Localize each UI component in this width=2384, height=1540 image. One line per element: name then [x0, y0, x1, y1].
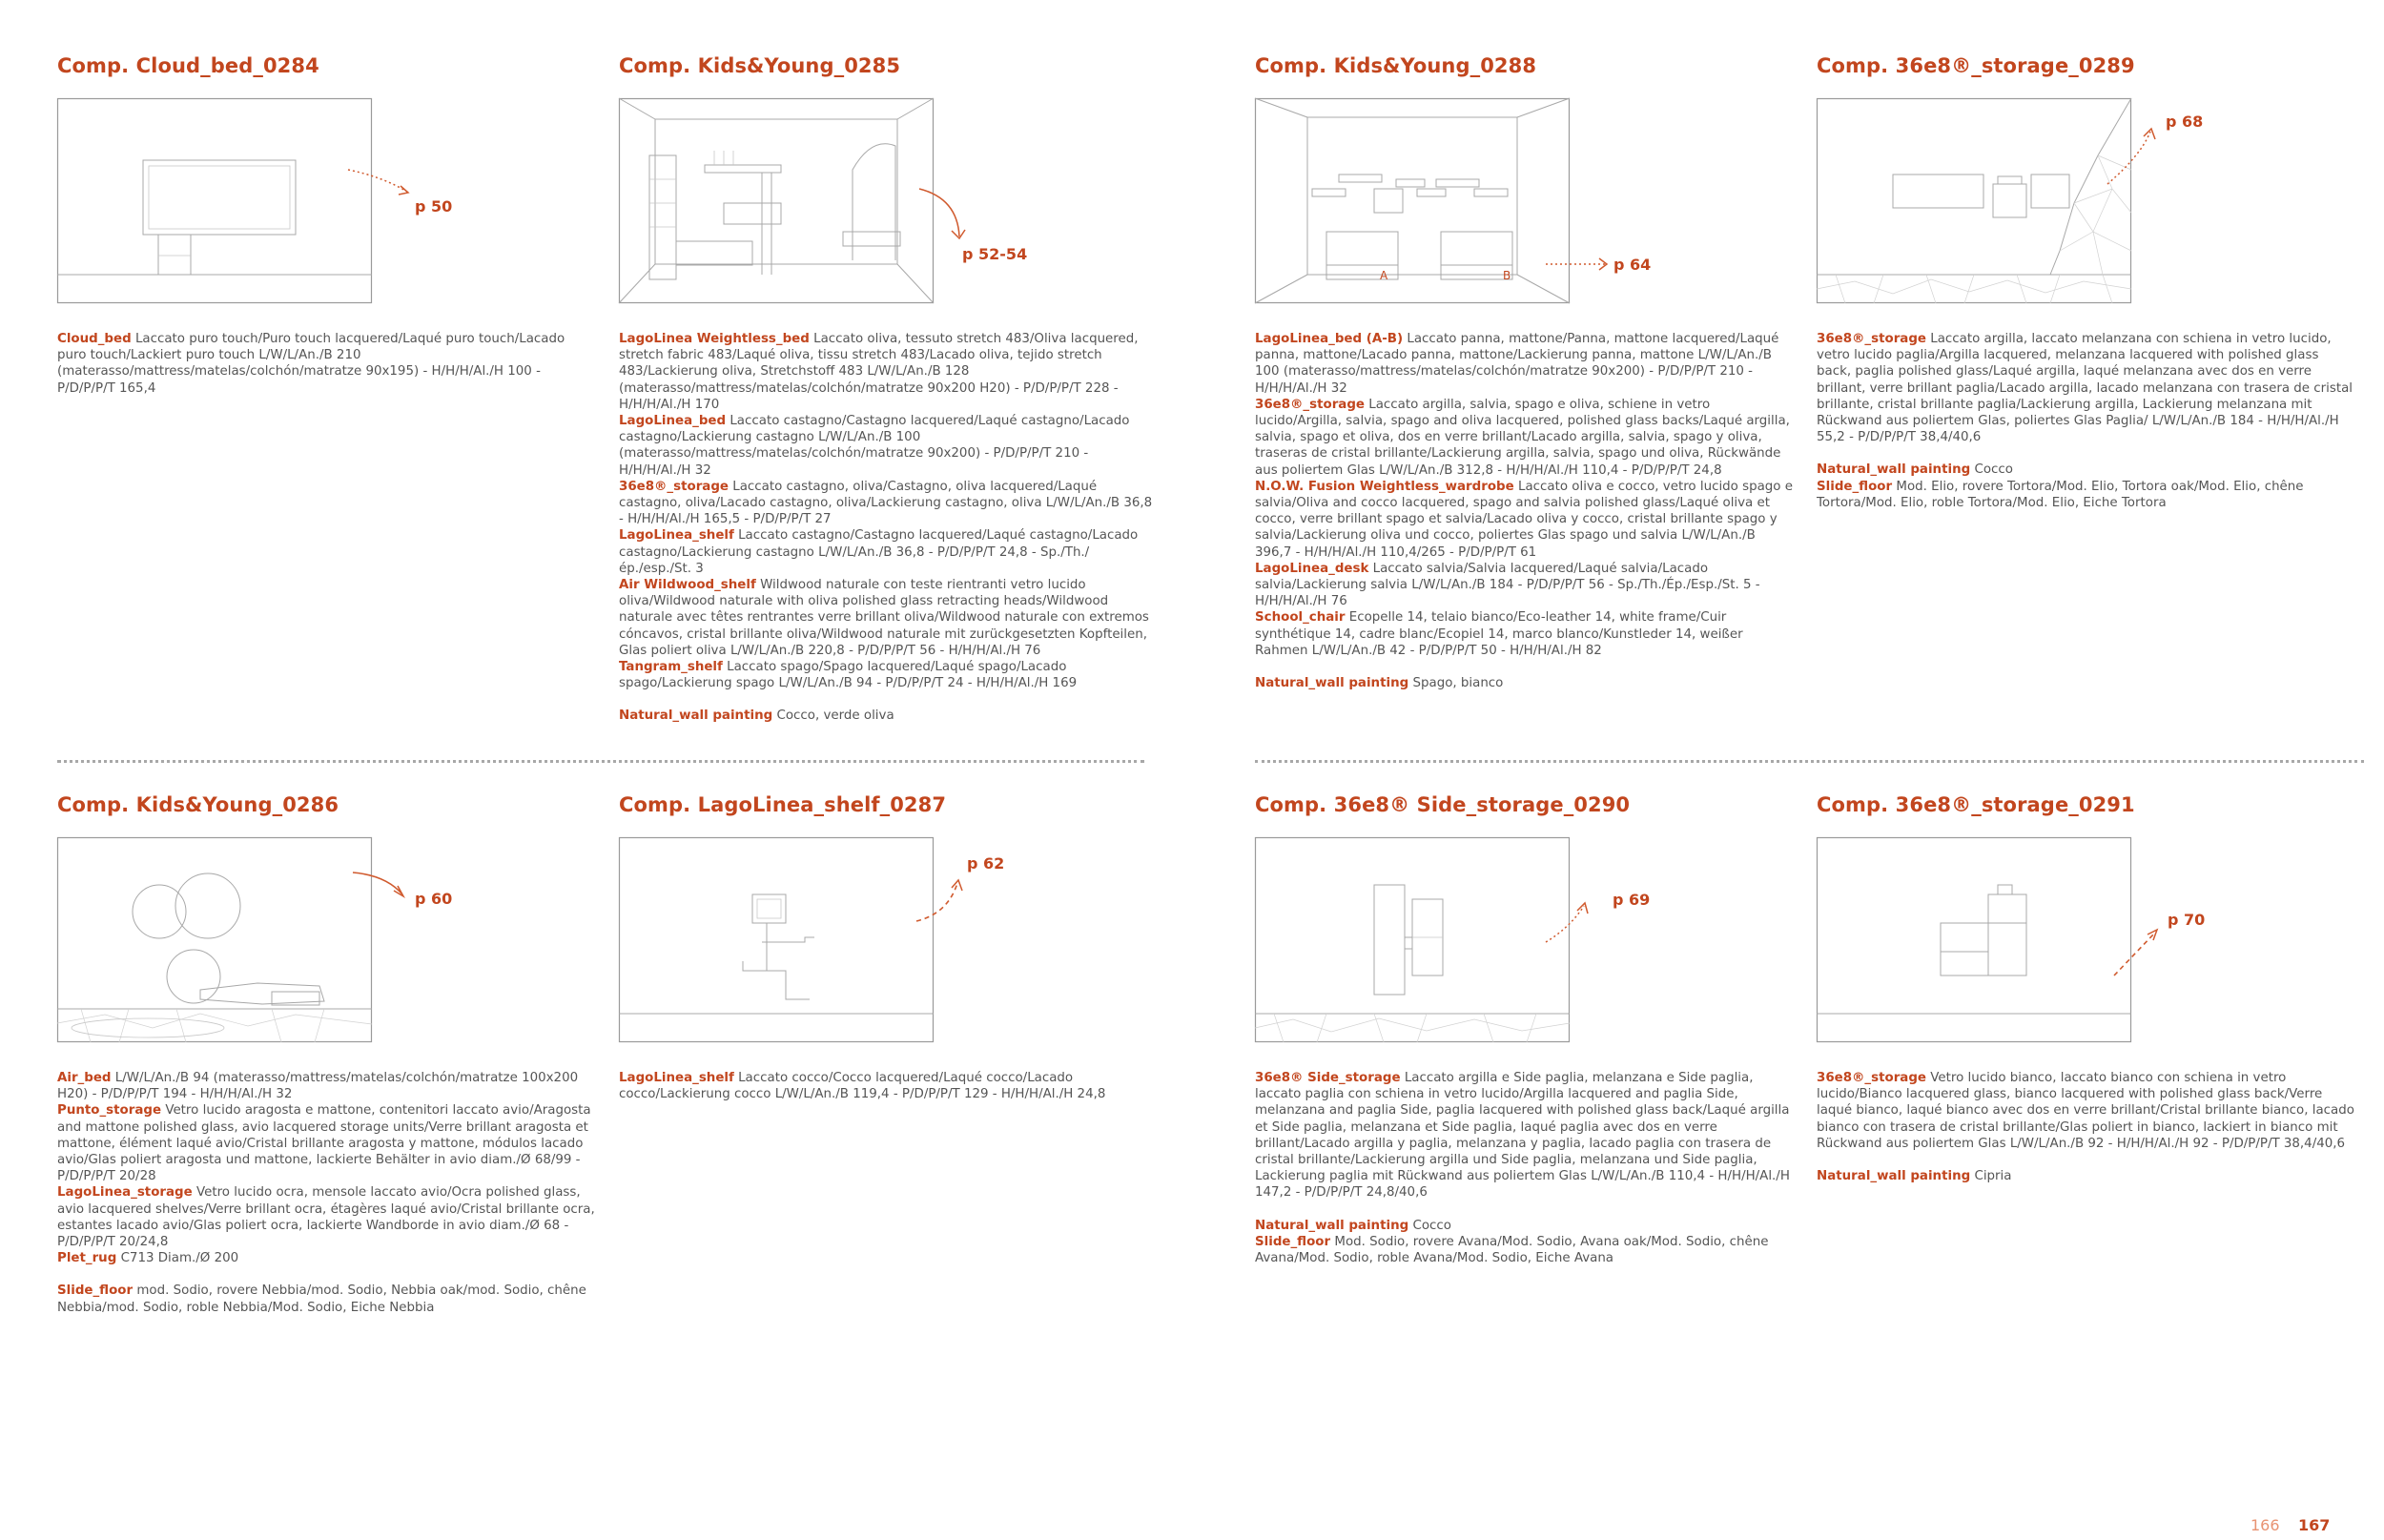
product-entry: [619, 1070, 1158, 1102]
product-details: Laccato castagno/Castagno lacquered/Laqué castagno/Lacado castagno/Lackierung castagno L/W/L/An./B 100 (materasso/mattress/matelas/colchón/matratze 90x200) - P/D/P/P/T 210 - H/H/H/Al./H 32: [619, 414, 1130, 478]
product-details: Laccato puro touch/Puro touch lacquered/Laqué puro touch/Lacado puro touch/Lackiert puro touch L/W/L/An./B 210 (materasso/mattress/matelas/colchón/matratze 90x195) - H/H/H/Al./H 100 - P/D/P/P/T 165,4: [57, 332, 565, 396]
component-title: Comp. Kids&Young_0286: [57, 793, 339, 816]
product-name: Natural_wall painting: [619, 708, 773, 724]
product-entry: [57, 1070, 596, 1102]
product-entry: [1255, 479, 1794, 561]
product-name: LagoLinea_bed: [619, 414, 727, 429]
product-name: Slide_floor: [1255, 1234, 1331, 1249]
product-name: LagoLinea_shelf: [619, 528, 734, 544]
room-sketch-kids-young-0286: [57, 837, 453, 1042]
product-name: Slide_floor: [1817, 479, 1893, 494]
component-title: Comp. Kids&Young_0288: [1255, 54, 1537, 77]
product-entry: [57, 1184, 596, 1250]
component-description: [1255, 1070, 1794, 1266]
product-details: Vetro lucido aragosta e mattone, contenitori laccato avio/Aragosta and mattone polished glass, avio lacquered storage units/Verre brillant aragosta et mattone, élément laqué avio/Cristal brillante aragosta y mattone, módulos lacado avio/Glas poliert aragosta und mattone, lackierte Behälter in avio diam./Ø 68/99 - P/D/P/P/T 20/28: [57, 1103, 591, 1184]
component-description: [619, 331, 1158, 725]
product-entry: [1817, 462, 2355, 478]
component-title: Comp. Kids&Young_0285: [619, 54, 901, 77]
product-entry: [1255, 397, 1794, 479]
product-details: C713 Diam./Ø 200: [120, 1251, 239, 1266]
page-number-left: 166: [2250, 1516, 2280, 1534]
product-entry: [1255, 1234, 1794, 1266]
product-details: Laccato castagno/Castagno lacquered/Laqué castagno/Lacado castagno/Lackierung castagno L/W/L/An./B 36,8 - P/D/P/P/T 24,8 - Sp./Th./ép./esp./St. 3: [619, 528, 1139, 576]
room-sketch-storage-0289: [1817, 98, 2204, 303]
product-details: Cocco: [1412, 1218, 1451, 1233]
component-title: Comp. 36e8®_storage_0289: [1817, 54, 2135, 77]
product-entry: [1255, 561, 1794, 610]
product-details: Laccato argilla e Side paglia, melanzana e Side paglia, laccato paglia con schiena in vetro lucido/Argilla lacquered and paglia Side, melanzana and paglia Side, paglia lacquered with polished glass back/Laqué argilla et Side paglia, melanzana et Side paglia, laqué paglia avec dos en verre brillant/Lacado argilla y paglia, melanzana y paglia, lacado paglia con trasera de cristal brillante/Lackierung argilla und Side paglia, melanzana und Side paglia, Lackierung paglia mit Rückwand aus poliertem Glas L/W/L/An./B 110,4 - H/H/H/Al./H 147,2 - P/D/P/P/T 24,8/40,6: [1255, 1071, 1790, 1201]
section-divider-left: [57, 760, 1144, 763]
product-details: Laccato salvia/Salvia lacquered/Laqué salvia/Lacado salvia/Lackierung salvia L/W/L/An./B 184 - P/D/P/P/T 56 - Sp./Th./Ép./Esp./St. 5 - H/H/H/Al./H 76: [1255, 561, 1760, 609]
product-entry: [1255, 675, 1794, 691]
product-details: Laccato panna, mattone/Panna, mattone lacquered/Laqué panna, mattone/Lacado panna, mattone/Lackierung panna, mattone L/W/L/An./B 100 (materasso/mattress/matelas/colchón/matratze 90x200) - P/D/P/P/T 210 - H/H/H/Al./H 32: [1255, 332, 1779, 396]
product-name: Natural_wall painting: [1817, 462, 1971, 478]
component-title: Comp. LagoLinea_shelf_0287: [619, 793, 947, 816]
product-details: Ecopelle 14, telaio bianco/Eco-leather 14, white frame/Cuir synthétique 14, cadre blanc/Ecopiel 14, marco blanco/Kunstleder 14, weißer Rahmen L/W/L/An./B 42 - P/D/P/P/T 50 - H/H/H/Al./H 82: [1255, 610, 1743, 658]
component-title: Comp. Cloud_bed_0284: [57, 54, 319, 77]
product-entry: [619, 577, 1158, 659]
product-name: LagoLinea_bed (A-B): [1255, 332, 1404, 346]
product-entry: [1255, 1218, 1794, 1234]
component-description: [619, 1070, 1158, 1102]
product-name: LagoLinea_storage: [57, 1185, 193, 1201]
room-sketch-kids-young-0285: [619, 98, 1028, 303]
product-details: Laccato oliva, tessuto stretch 483/Oliva lacquered, stretch fabric 483/Laqué oliva, tissu stretch 483/Lacado oliva, tejido stretch 483/Lackierung oliva, Stretchstoff 483 L/W/L/An./B 128 (materasso/mattress/matelas/colchón/matratze 90x200 H20) - P/D/P/P/T 228 - H/H/H/Al./H 170: [619, 332, 1139, 412]
page-ref: p 62: [967, 854, 1005, 873]
page-ref: p 60: [415, 890, 453, 908]
product-details: Cocco: [1974, 462, 2013, 478]
product-details: Vetro lucido bianco, laccato bianco con schiena in vetro lucido/Bianco lacquered glass, bianco lacquered with polished glass back/Verre laqué bianco, laqué bianco avec dos en verre brillant/Cristal brillante bianco, lacado bianco con trasera de cristal brillante/Glas poliert in bianco, lackiert in bianco mit Rückwand aus poliertem Glas L/W/L/An./B 92 - H/H/H/Al./H 92 - P/D/P/P/T 38,4/40,6: [1817, 1071, 2354, 1151]
room-sketch-side-storage-0290: [1255, 837, 1651, 1042]
product-name: Slide_floor: [57, 1283, 134, 1299]
product-details: Laccato argilla, salvia, spago e oliva, schiene in vetro lucido/Argilla, salvia, spago and oliva lacquered, polished glass backs/Laqué argilla, salvia, spago et oliva, dos en verre brillant/Lacado argilla, salvia, spago y oliva, traseras de cristal brillante/Lackierung argilla, salvia, spago und oliva, Rückwände aus poliertem Glas L/W/L/An./B 312,8 - H/H/H/Al./H 110,4 - P/D/P/P/T 24,8: [1255, 397, 1790, 478]
product-entry: [619, 479, 1158, 528]
product-name: Natural_wall painting: [1255, 1218, 1409, 1233]
room-sketch-kids-young-0288: [1255, 98, 1652, 303]
product-name: 36e8® Side_storage: [1255, 1071, 1401, 1085]
product-details: Vetro lucido ocra, mensole laccato avio/Ocra polished glass, avio lacquered shelves/Verre brillant ocra, étagères laqué avio/Cristal brillante ocra, estantes lacado avio/Glas poliert ocra, lackierte Wandborde in avio diam./Ø 68 - P/D/P/P/T 20/24,8: [57, 1185, 595, 1250]
product-name: Air_bed: [57, 1071, 112, 1085]
product-entry: [57, 1102, 596, 1184]
product-entry: [1817, 1168, 2355, 1184]
component-description: [1255, 331, 1794, 691]
page-ref: p 68: [2166, 113, 2204, 131]
bed-label-a: A: [1380, 269, 1388, 282]
product-entry: [1255, 609, 1794, 659]
product-name: Cloud_bed: [57, 332, 132, 346]
product-details: Wildwood naturale con teste rientranti vetro lucido oliva/Wildwood naturale with oliva polished glass retracting heads/Wildwood naturale avec têtes rentrantes verre brillant oliva/Wildwood naturale con extremos cóncavos, cristal brillante oliva/Wildwood naturale mit zurückgesetzten Kopfteilen, Glas poliert oliva L/W/L/An./B 220,8 - P/D/P/P/T 56 - H/H/H/Al./H 76: [619, 578, 1149, 658]
page-number-right: 167: [2298, 1516, 2331, 1534]
page-ref: p 52-54: [962, 245, 1028, 263]
product-name: LagoLinea Weightless_bed: [619, 332, 810, 346]
product-details: Laccato spago/Spago lacquered/Laqué spago/Lacado spago/Lackierung spago L/W/L/An./B 94 - P/D/P/P/T 24 - H/H/H/Al./H 169: [619, 660, 1078, 691]
product-entry: [619, 659, 1158, 691]
component-description: [1817, 331, 2355, 511]
product-details: mod. Sodio, rovere Nebbia/mod. Sodio, Nebbia oak/mod. Sodio, chêne Nebbia/mod. Sodio, roble Nebbia/Mod. Sodio, Eiche Nebbia: [57, 1283, 586, 1315]
page-ref: p 50: [415, 197, 453, 216]
bed-label-b: B: [1503, 269, 1511, 282]
section-divider-right: [1255, 760, 2364, 763]
component-description: [1817, 1070, 2355, 1184]
product-details: Mod. Sodio, rovere Avana/Mod. Sodio, Avana oak/Mod. Sodio, chêne Avana/Mod. Sodio, roble Avana/Mod. Sodio, Eiche Avana: [1255, 1234, 1769, 1266]
product-details: Spago, bianco: [1412, 676, 1504, 691]
product-entry: [57, 1250, 596, 1266]
product-name: School_chair: [1255, 610, 1346, 626]
product-name: Punto_storage: [57, 1103, 162, 1119]
page-ref: p 70: [2168, 911, 2206, 929]
product-name: Plet_rug: [57, 1251, 117, 1266]
product-entry: [1817, 1070, 2355, 1152]
product-name: 36e8®_storage: [1817, 332, 1926, 346]
product-name: LagoLinea_desk: [1255, 561, 1369, 576]
product-name: 36e8®_storage: [1255, 397, 1365, 412]
product-details: Laccato castagno, oliva/Castagno, oliva lacquered/Laqué castagno, oliva/Lacado castagno, oliva/Lackierung castagno, oliva L/W/L/An./B 36,8 - H/H/H/Al./H 165,5 - P/D/P/P/T 27: [619, 479, 1153, 527]
component-description: [57, 1070, 596, 1316]
product-details: L/W/L/An./B 94 (materasso/mattress/matelas/colchón/matratze 100x200 H20) - P/D/P/P/T 194 - H/H/H/Al./H 32: [57, 1071, 579, 1102]
product-name: Natural_wall painting: [1255, 676, 1409, 691]
product-entry: [1817, 479, 2355, 511]
product-entry: [619, 708, 1158, 724]
product-details: Laccato oliva e cocco, vetro lucido spago e salvia/Oliva and cocco lacquered, spago and salvia polished glass/Laqué oliva et cocco, verre brillant spago et salvia/Lacado oliva y cocco, cristal brillante spago y salvia/Lackierung oliva und cocco, poliertes Glas spago und salvia L/W/L/An./B 396,7 - H/H/H/Al./H 110,4/265 - P/D/P/P/T 61: [1255, 479, 1793, 560]
product-entry: [57, 331, 596, 397]
product-entry: [1255, 331, 1794, 397]
page-ref: p 64: [1613, 256, 1652, 274]
product-details: Mod. Elio, rovere Tortora/Mod. Elio, Tortora oak/Mod. Elio, chêne Tortora/Mod. Elio, roble Tortora/Mod. Elio, Eiche Tortora: [1817, 479, 2304, 510]
product-entry: [619, 331, 1158, 413]
page-ref: p 69: [1613, 891, 1651, 909]
room-sketch-storage-0291: [1817, 837, 2206, 1042]
component-description: [57, 331, 596, 397]
product-details: Cocco, verde oliva: [776, 708, 894, 724]
product-entry: [619, 413, 1158, 479]
product-name: Natural_wall painting: [1817, 1169, 1971, 1184]
product-name: 36e8®_storage: [619, 479, 729, 494]
room-sketch-lagolinea-shelf-0287: [619, 837, 1005, 1042]
product-name: LagoLinea_shelf: [619, 1071, 734, 1085]
product-name: Tangram_shelf: [619, 660, 723, 675]
component-title: Comp. 36e8® Side_storage_0290: [1255, 793, 1631, 816]
product-entry: [1817, 331, 2355, 445]
room-sketch-cloud-bed: [57, 98, 453, 303]
product-details: Cipria: [1974, 1169, 2012, 1184]
product-details: Laccato cocco/Cocco lacquered/Laqué cocco/Lacado cocco/Lackierung cocco L/W/L/An./B 119,4 - P/D/P/P/T 129 - H/H/H/Al./H 24,8: [619, 1071, 1106, 1102]
product-entry: [619, 527, 1158, 577]
product-name: N.O.W. Fusion Weightless_wardrobe: [1255, 479, 1514, 494]
product-entry: [57, 1283, 596, 1315]
product-name: Air Wildwood_shelf: [619, 578, 756, 593]
product-name: 36e8®_storage: [1817, 1071, 1926, 1085]
product-details: Laccato argilla, laccato melanzana con schiena in vetro lucido, vetro lucido paglia/Argilla lacquered, melanzana lacquered with polished glass back, paglia polished glass/Laqué argilla, laqué melanzana avec dos en verre brillant, verre brillant paglia/Lacado argilla, lacado melanzana con trasera de cristal brillante, cristal brillante paglia/Lackierung argilla, Lackierung melanzana mit Rückwand aus poliertem Glas, poliertes Glas Paglia/ L/W/L/An./B 184 - H/H/H/Al./H 55,2 - P/D/P/P/T 38,4/40,6: [1817, 332, 2353, 445]
component-title: Comp. 36e8®_storage_0291: [1817, 793, 2135, 816]
product-entry: [1255, 1070, 1794, 1201]
